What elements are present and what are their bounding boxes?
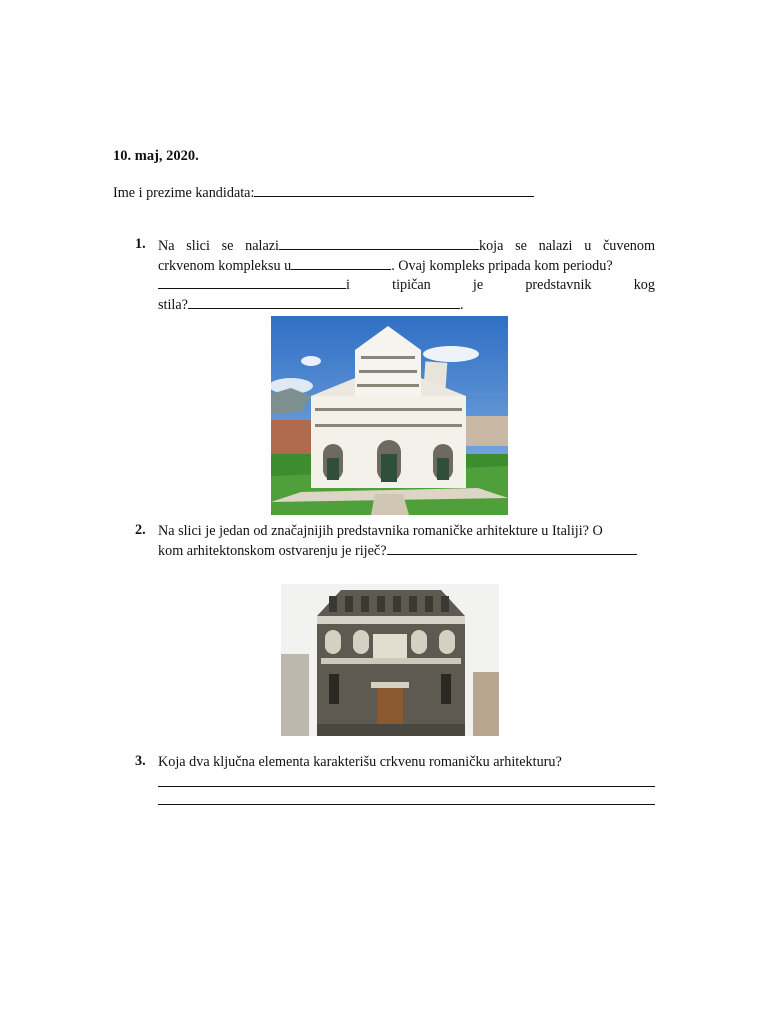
- question-2-line-1: Na slici je jedan od značajnijih predstavnika romaničke arhitekture u Italiji? O: [158, 523, 603, 539]
- question-number: 3.: [135, 753, 146, 769]
- question-1-line-2: crkvenom kompleksu u . Ovaj kompleks pripada kom periodu?: [158, 257, 613, 274]
- question-3: [135, 753, 655, 805]
- answer-line-1[interactable]: [158, 772, 655, 787]
- cathedral-illustration: [271, 316, 508, 515]
- answer-blank[interactable]: [279, 236, 479, 250]
- answer-blank[interactable]: [387, 541, 637, 555]
- question-2: [135, 522, 655, 560]
- answer-blank[interactable]: [158, 275, 346, 289]
- answer-line-2[interactable]: [158, 790, 655, 805]
- question-1-line-1: Na slici se nalazi koja se nalazi u čuvenom: [158, 238, 655, 254]
- question-3-line-1: Koja dva ključna elementa karakterišu crkvenu romaničku arhitekturu?: [158, 754, 562, 770]
- candidate-name-label: Ime i prezime kandidata:: [113, 185, 255, 201]
- candidate-name-row: [113, 183, 534, 202]
- candidate-name-blank[interactable]: [254, 183, 534, 197]
- answer-blank[interactable]: [291, 256, 391, 270]
- cathedral-photo: [271, 316, 508, 515]
- question-1-line-4: stila? .: [158, 296, 464, 313]
- question-number: 2.: [135, 522, 146, 538]
- question-number: 1.: [135, 236, 146, 252]
- question-1: [135, 236, 655, 314]
- baptistery-photo: [281, 584, 499, 736]
- question-2-line-2: kom arhitektonskom ostvarenju je riječ?: [158, 541, 655, 561]
- question-1-line-3: i tipičan je predstavnik kog: [158, 275, 655, 295]
- baptistery-illustration: [281, 584, 499, 736]
- document-date: 10. maj, 2020.: [113, 148, 199, 164]
- answer-blank[interactable]: [188, 295, 460, 309]
